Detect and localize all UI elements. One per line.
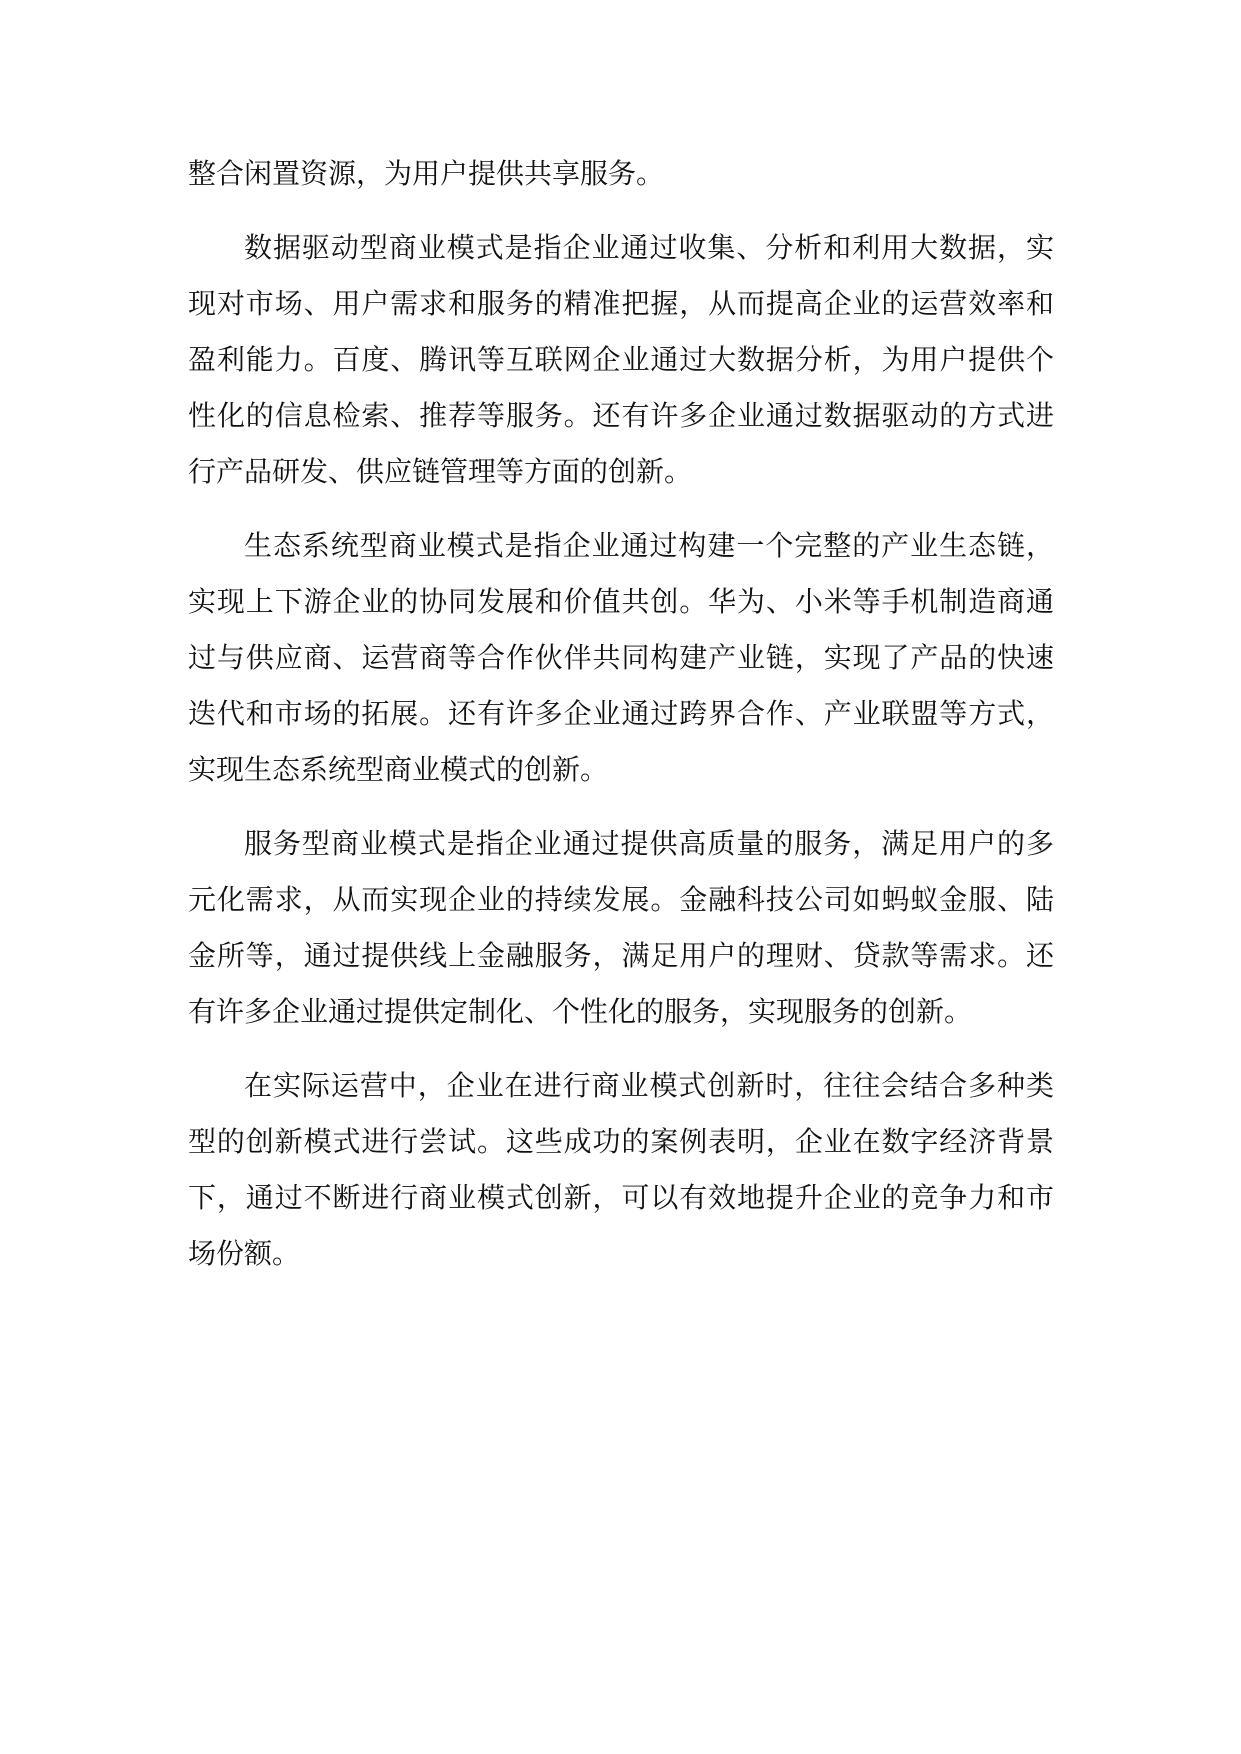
document-body (188, 146, 1054, 1300)
paragraph-service-model: 服务型商业模式是指企业通过提供高质量的服务，满足用户的多元化需求，从而实现企业的持续发展。金融科技公司如蚂蚁金服、陆金所等，通过提供线上金融服务，满足用户的理财、贷款等需求。还有许多企业通过提供定制化、个性化的服务，实现服务的创新。 (188, 827, 1054, 1028)
paragraph-sharing-continuation: 整合闲置资源，为用户提供共享服务。 (188, 157, 665, 190)
paragraph-data-driven-model: 数据驱动型商业模式是指企业通过收集、分析和利用大数据，实现对市场、用户需求和服务的精准把握，从而提高企业的运营效率和盈利能力。百度、腾讯等互联网企业通过大数据分析，为用户提供个性化的信息检索、推荐等服务。还有许多企业通过数据驱动的方式进行产品研发、供应链管理等方面的创新。 (188, 231, 1054, 488)
paragraph-ecosystem-model: 生态系统型商业模式是指企业通过构建一个完整的产业生态链，实现上下游企业的协同发展和价值共创。华为、小米等手机制造商通过与供应商、运营商等合作伙伴共同构建产业链，实现了产品的快速迭代和市场的拓展。还有许多企业通过跨界合作、产业联盟等方式，实现生态系统型商业模式的创新。 (188, 529, 1054, 786)
paragraph-conclusion: 在实际运营中，企业在进行商业模式创新时，往往会结合多种类型的创新模式进行尝试。这些成功的案例表明，企业在数字经济背景下，通过不断进行商业模式创新，可以有效地提升企业的竞争力和市场份额。 (188, 1069, 1054, 1270)
